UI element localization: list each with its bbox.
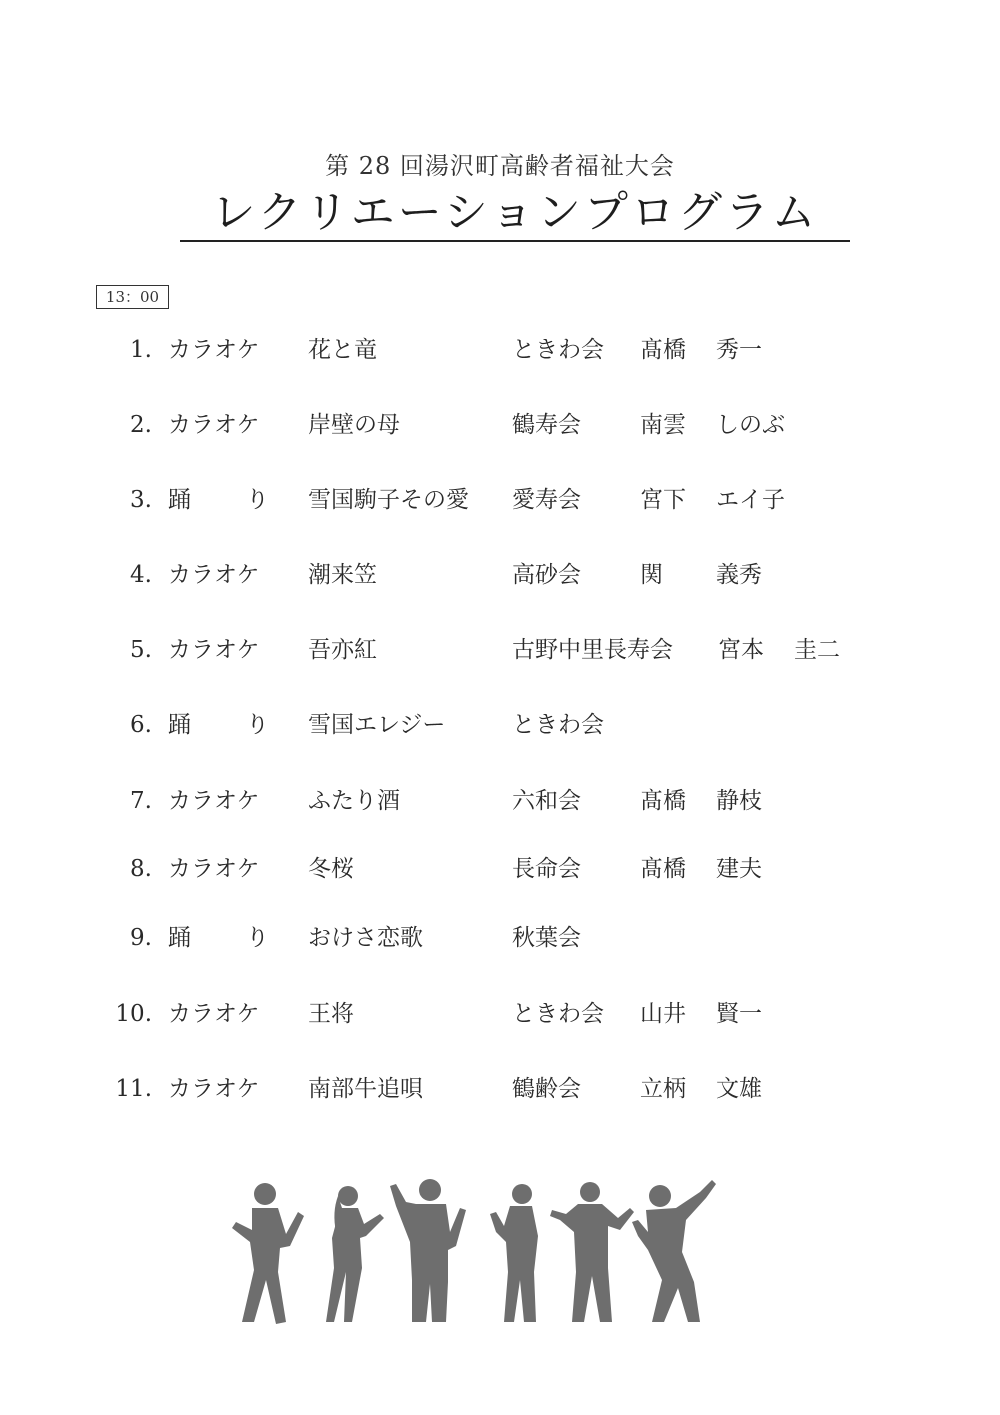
- row-club: 六和会: [512, 788, 581, 814]
- row-song: 冬桜: [308, 856, 354, 882]
- event-subtitle: 第 28 回湯沢町高齢者福祉大会: [325, 152, 675, 180]
- singer-silhouette-5: [550, 1182, 634, 1322]
- row-category: カラオケ: [168, 1076, 260, 1102]
- row-number: 3.: [130, 487, 152, 513]
- row-song: 南部牛追唄: [308, 1076, 423, 1102]
- program-row-3: [0, 482, 1000, 518]
- row-last-name: 南雲: [640, 412, 686, 438]
- row-club: 長命会: [512, 856, 581, 882]
- row-song: 花と竜: [308, 337, 377, 363]
- program-row-7: [0, 783, 1000, 819]
- row-song: 岸壁の母: [308, 412, 400, 438]
- singer-silhouette-3: [390, 1179, 466, 1322]
- singer-silhouette-4: [490, 1184, 538, 1322]
- singing-silhouettes-icon: [220, 1172, 720, 1332]
- row-club: ときわ会: [512, 712, 604, 738]
- row-club: 高砂会: [512, 562, 581, 588]
- start-time-box: 13：00: [96, 285, 169, 309]
- row-category-part-2: り: [246, 712, 269, 738]
- row-number: 11.: [115, 1076, 152, 1102]
- row-category-part-2: り: [246, 487, 269, 513]
- row-last-name: 髙橋: [640, 337, 686, 363]
- program-row-8: [0, 851, 1000, 887]
- row-last-name: 山井: [640, 1001, 686, 1027]
- row-category: カラオケ: [168, 337, 260, 363]
- row-number: 2.: [130, 412, 152, 438]
- row-first-name: 賢一: [716, 1001, 762, 1027]
- row-club: 古野中里長寿会: [512, 637, 673, 663]
- row-club: 鶴寿会: [512, 412, 581, 438]
- row-club: ときわ会: [512, 337, 604, 363]
- singer-silhouette-6: [632, 1180, 716, 1322]
- row-song: 潮来笠: [308, 562, 377, 588]
- row-number: 8.: [130, 856, 152, 882]
- row-first-name: しのぶ: [716, 412, 785, 438]
- program-row-1: [0, 332, 1000, 368]
- program-row-5: [0, 632, 1000, 668]
- row-category-part-2: り: [246, 925, 269, 951]
- program-row-11: [0, 1071, 1000, 1107]
- program-row-2: [0, 407, 1000, 443]
- row-song: 雪国エレジー: [308, 712, 446, 738]
- row-first-name: 義秀: [716, 562, 762, 588]
- row-category: カラオケ: [168, 1001, 260, 1027]
- row-first-name: 圭二: [794, 637, 840, 663]
- row-category: カラオケ: [168, 562, 260, 588]
- row-song: おけさ恋歌: [308, 925, 423, 951]
- row-category-part-1: 踊: [168, 925, 191, 951]
- row-song: 王将: [308, 1001, 354, 1027]
- row-song: ふたり酒: [308, 788, 400, 814]
- row-category: カラオケ: [168, 788, 260, 814]
- row-category-part-1: 踊: [168, 487, 191, 513]
- row-first-name: 静枝: [716, 788, 762, 814]
- row-number: 6.: [130, 712, 152, 738]
- title-underline: [180, 240, 850, 242]
- row-number: 1.: [130, 337, 152, 363]
- row-number: 9.: [130, 925, 152, 951]
- row-last-name: 宮本: [718, 637, 764, 663]
- row-last-name: 立柄: [640, 1076, 686, 1102]
- program-row-9: [0, 920, 1000, 956]
- row-club: 鶴齢会: [512, 1076, 581, 1102]
- row-category: カラオケ: [168, 637, 260, 663]
- row-club: ときわ会: [512, 1001, 604, 1027]
- row-category-part-1: 踊: [168, 712, 191, 738]
- row-last-name: 髙橋: [640, 856, 686, 882]
- row-first-name: 建夫: [716, 856, 762, 882]
- row-last-name: 宮下: [640, 487, 686, 513]
- row-number: 10.: [115, 1001, 152, 1027]
- singer-silhouette-2: [326, 1186, 384, 1322]
- program-row-10: [0, 996, 1000, 1032]
- row-category: カラオケ: [168, 412, 260, 438]
- row-number: 4.: [130, 562, 152, 588]
- row-first-name: 文雄: [716, 1076, 762, 1102]
- row-first-name: 秀一: [716, 337, 762, 363]
- program-row-6: [0, 707, 1000, 743]
- row-last-name: 髙橋: [640, 788, 686, 814]
- row-club: 愛寿会: [512, 487, 581, 513]
- row-club: 秋葉会: [512, 925, 581, 951]
- row-number: 5.: [130, 637, 152, 663]
- program-row-4: [0, 557, 1000, 593]
- row-song: 雪国駒子その愛: [308, 487, 469, 513]
- row-number: 7.: [130, 788, 152, 814]
- row-category: カラオケ: [168, 856, 260, 882]
- row-last-name: 関: [640, 562, 663, 588]
- row-first-name: エイ子: [716, 487, 785, 513]
- row-song: 吾亦紅: [308, 637, 377, 663]
- page-title: レクリエーションプログラム: [211, 187, 819, 238]
- singer-silhouette-1: [232, 1183, 304, 1324]
